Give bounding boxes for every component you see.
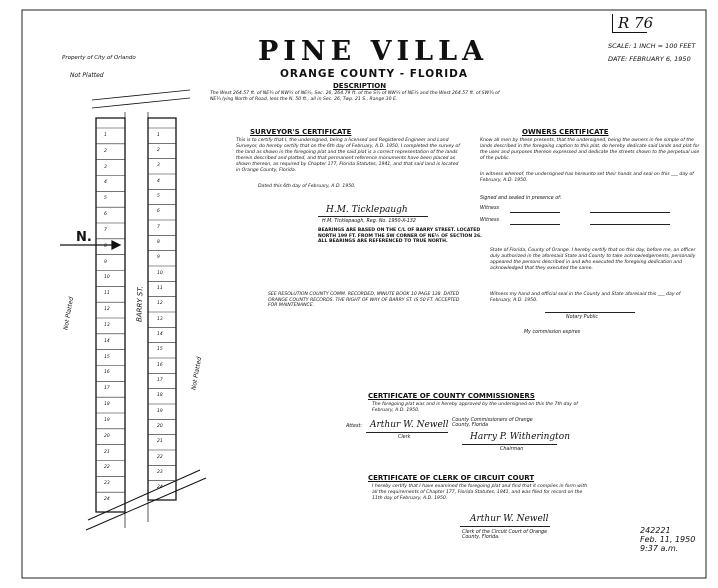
- lot-label: 9: [104, 259, 107, 265]
- attest-label: Attest:: [346, 424, 362, 429]
- lot-label: 23: [157, 470, 163, 475]
- owners-text: Know all men by these presents, that the undersigned, being the owners in fee simple of the lands described in the foregoing caption to this plat, do hereby dedicate said lands and plat for the uses and purposes thereon expressed and dedicate the streets shown to the perpetual use of the public.: [480, 138, 700, 161]
- lot-label: 23: [104, 481, 110, 487]
- clerk-heading: CERTIFICATE OF CLERK OF CIRCUIT COURT: [368, 474, 535, 482]
- owners-witness-text: In witness whereof, the undersigned has hereunto set their hands and seal on this ___ day of February, A.D. 1950.: [480, 172, 694, 183]
- lot-label: 11: [157, 286, 163, 291]
- lot-label: 9: [157, 255, 160, 261]
- lot-label: 6: [104, 212, 107, 218]
- lot-label: 12: [157, 301, 163, 307]
- plat-subtitle: ORANGE COUNTY - FLORIDA: [280, 68, 469, 80]
- lot-label: 12: [104, 307, 110, 313]
- not-platted-label-top: Not Platted: [70, 72, 104, 79]
- lot-label: 10: [104, 275, 110, 281]
- lot-label: 20: [104, 433, 110, 439]
- lot-label: 24: [157, 485, 163, 491]
- notary-text-2: Witness my hand and official seal in the County and State aforesaid this ___ day of February, A.D. 1950.: [490, 292, 681, 303]
- lot-label: 8: [157, 240, 160, 245]
- property-note: Property of City of Orlando: [62, 55, 136, 61]
- lot-label: 8: [104, 243, 107, 249]
- lot-label: 18: [104, 402, 110, 408]
- lot-label: 22: [104, 465, 110, 471]
- owners-signed: Signed and sealed in presence of:: [480, 196, 562, 201]
- lot-label: 1: [104, 132, 107, 138]
- county-heading: CERTIFICATE OF COUNTY COMMISSIONERS: [368, 392, 535, 400]
- surveyor-signer: H.M. Ticklepaugh, Reg. No. 1950-X-132: [322, 219, 416, 224]
- surveyor-dated: Dated this 6th day of February, A.D. 1950.: [258, 184, 356, 189]
- description-heading: DESCRIPTION: [333, 82, 387, 90]
- notary-commission: My commission expires: [524, 330, 581, 335]
- lot-label: 4: [104, 180, 107, 186]
- record-date: Feb. 11, 1950: [640, 535, 696, 544]
- lot-label: 3: [104, 164, 107, 170]
- lot-label: 10: [157, 270, 163, 276]
- lot-label: 5: [157, 194, 160, 199]
- lot-label: 17: [157, 378, 163, 383]
- lot-label: 14: [157, 332, 163, 337]
- notary-text: State of Florida, County of Orange. I hereby certify that on this day, before me, an officer duly authorized in the aforesaid State and County to take acknowledgements, personally appeared the persons described in and who executed the foregoing dedication and acknowledged that they executed the same.: [490, 248, 696, 271]
- clerk-signature: Arthur W. Newell: [470, 514, 549, 524]
- lot-label: 24: [104, 497, 110, 503]
- street-label: BARRY ST.: [135, 285, 145, 323]
- lot-label: 7: [104, 227, 107, 233]
- lot-label: 19: [157, 408, 163, 414]
- county-board: County Commissioners of Orange County, Florida: [452, 418, 533, 428]
- witness-label-1: Witness: [480, 206, 499, 211]
- lot-label: 21: [104, 449, 110, 455]
- record-number: 242221: [640, 526, 671, 535]
- not-platted-label-right: Not Platted: [190, 356, 204, 391]
- lot-label: 15: [157, 347, 163, 353]
- county-text: The foregoing plat was and is hereby approved by the undersigned on this the 7th day of February, A.D. 1950.: [372, 402, 578, 413]
- lot-label: 15: [104, 354, 110, 360]
- left-block: [96, 118, 125, 512]
- not-platted-label-left: Not Platted: [62, 296, 76, 331]
- reference-number: R 76: [618, 14, 654, 32]
- clerk-text: I hereby certify that I have examined the foregoing plat and find that it complies in form with all the requirements of Chapter 177, Florida Statutes, 1941, and was filed for record on the 11th day of February, A.D. 1950.: [372, 484, 588, 501]
- lot-label: 22: [157, 454, 163, 460]
- survey-stamp-1: BEARINGS ARE BASED ON THE C/L OF BARRY STREET. LOCATED NORTH 199 FT. FROM THE SW CORNER OF NE¼ OF SECTION 26. ALL BEARINGS ARE REFERENCED TO TRUE NORTH.: [318, 228, 482, 245]
- lot-label: 21: [157, 439, 163, 445]
- county-clerk-label: Clerk: [398, 435, 411, 440]
- owners-heading: OWNERS CERTIFICATE: [522, 128, 609, 136]
- plat-title: PINE VILLA: [258, 36, 489, 67]
- lot-label: 6: [157, 209, 160, 215]
- plat-date: DATE: FEBRUARY 6, 1950: [608, 55, 691, 63]
- description-text: The West 264.57 ft. of NE¼ of NW¼ of NE¼, Sec. 26, 264.79 ft. of the S½ of NW¼ of NE¼ and the West 264.57 ft. of SW¼ of NE¼ lying North of Road, less the N. 50 ft., all in Sec. 26, Twp. 21 S., Range 30 E.: [210, 91, 500, 102]
- lot-label: 1: [157, 132, 160, 138]
- lot-label: 5: [104, 196, 107, 202]
- scale-note: SCALE: 1 INCH = 100 FEET: [608, 42, 696, 50]
- notary-label: Notary Public: [566, 315, 598, 320]
- survey-stamp-2: SEE RESOLUTION COUNTY COMM. RECORDED, MINUTE BOOK 10 PAGE 138. DATED ORANGE COUNTY RECORDS. THE RIGHT OF WAY OF BARRY ST. IS 50 FT. ACCEPTED FOR MAINTENANCE.: [268, 292, 460, 309]
- surveyor-signature: H.M. Ticklepaugh: [326, 205, 408, 215]
- lot-label: 3: [157, 163, 160, 169]
- lot-label: 13: [104, 322, 110, 328]
- lot-label: 2: [104, 148, 107, 154]
- lot-label: 18: [157, 393, 163, 399]
- lot-label: 19: [104, 417, 110, 423]
- lot-label: 16: [157, 362, 163, 368]
- witness-label-2: Witness: [480, 218, 499, 223]
- clerk-title: Clerk of the Circuit Court of Orange County, Florida.: [462, 530, 548, 540]
- surveyor-text: This is to certify that I, the undersigned, being a licensed and Registered Engineer and Land Surveyor, do hereby certify that on the 6th day of February, A.D. 1950, I completed the survey of the land as shown in the foregoing plat and the said plat is a correct representation of the lands therein described and platted, and that permanent reference monuments have been placed as shown thereon, as required by Chapter 177, Florida Statutes, 1941, and that said land is located in Orange County, Florida.: [236, 138, 460, 173]
- lot-label: 4: [157, 178, 160, 184]
- north-label: N.: [76, 230, 92, 245]
- lot-label: 7: [157, 224, 160, 230]
- chairman-signature: Harry P. Witherington: [470, 432, 570, 442]
- county-clerk-signature: Arthur W. Newell: [370, 420, 449, 430]
- lot-label: 16: [104, 370, 110, 376]
- lot-label: 17: [104, 386, 110, 392]
- lot-label: 2: [157, 148, 160, 153]
- lot-label: 14: [104, 338, 110, 344]
- chairman-label: Chairman: [500, 447, 524, 452]
- surveyor-heading: SURVEYOR'S CERTIFICATE: [250, 128, 352, 136]
- record-time: 9:37 a.m.: [640, 544, 679, 553]
- lot-label: 11: [104, 291, 110, 297]
- record-stamp: [640, 526, 695, 553]
- lot-label: 13: [157, 316, 163, 322]
- lot-label: 20: [157, 424, 163, 429]
